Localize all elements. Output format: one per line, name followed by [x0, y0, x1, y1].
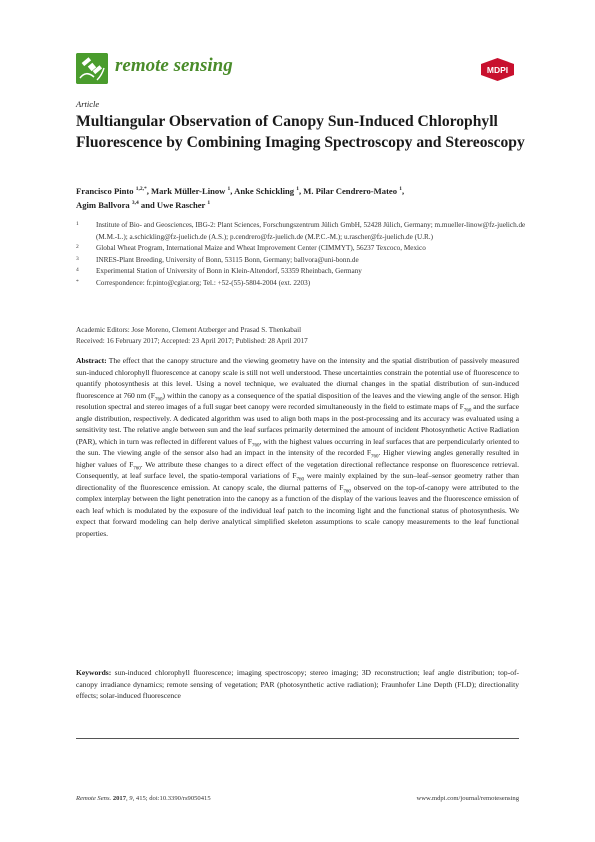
keywords — [76, 667, 519, 702]
subscript: 760 — [371, 454, 379, 460]
author-marks: 3,4 — [131, 200, 139, 207]
author-marks: 1 — [399, 186, 402, 193]
abstract — [76, 355, 519, 539]
subscript: 760 — [463, 408, 472, 414]
subscript: 760 — [133, 466, 141, 471]
affiliation-number: 2 — [76, 244, 79, 250]
author-name: M. Pilar Cendrero-Mateo — [303, 186, 398, 196]
affiliation-number: 1 — [76, 221, 79, 227]
abstract-text-6: . We attribute these changes to a direct effect of the vegetation directional reflectance response on fluorescence retrieval. Consequently, at leaf surface level, the spatio-temporal variations of F — [76, 459, 519, 480]
editor-info — [76, 325, 526, 346]
author-name: Agim Ballvora — [76, 200, 130, 210]
footer-divider — [76, 738, 519, 739]
footer-citation: Remote Sens. 2017, 9, 415; doi:10.3390/rs9050415 — [76, 795, 211, 802]
affiliation-number: * — [76, 278, 79, 285]
keywords-text: sun-induced chlorophyll fluorescence; imaging spectroscopy; stereo imaging; 3D reconstruction; leaf angle distribution; top-of-canopy irradiance dynamics; remote sensing of vegetation; PAR (photosynthetic active radiation); Fraunhofer Line Depth (FLD); directionality effects; solar-induced fluorescence — [76, 668, 520, 700]
abstract-label: Abstract: — [76, 356, 107, 365]
author-name: Francisco Pinto — [76, 186, 134, 196]
subscript: 760 — [296, 477, 304, 483]
author-marks: 1 — [296, 186, 299, 193]
footer-year: 2017 — [112, 795, 126, 802]
affiliation-item — [76, 243, 526, 255]
subscript: 760 — [155, 397, 163, 402]
affiliation-item — [76, 255, 526, 267]
abstract-text-1: The effect that the canopy structure and the viewing geometry have on the intensity and the spatial distribution of passively measured sun-induced chlorophyll fluorescence at canopy scale is still not well understood. These uncertainties constrain the potential use of fluorescence to quantify photosynthesis at this level. Using a novel technique, we evaluated the diurnal changes in the spatial distribution of sun-induced fluorescence at 760 nm (F — [76, 356, 519, 400]
affiliation-item — [76, 266, 526, 278]
affiliation-text: Experimental Station of University of Bonn in Klein-Altendorf, 53359 Rheinbach, Germany — [96, 267, 362, 275]
academic-editors: Academic Editors: Jose Moreno, Clement Atzberger and Prasad S. Thenkabail — [76, 326, 302, 334]
affiliation-item — [76, 220, 526, 243]
author-list: Francisco Pinto $^{1,2,*}$, Mark Müller-Linow $^1$, Anke Schickling $^1$, M. Pilar Cendrero-Mateo $^1$, Agim Ballvora $^{3,4}$ and Uwe Rascher $^1$ — [76, 186, 405, 210]
author-name: Anke Schickling — [234, 186, 295, 196]
footer-journal-url[interactable]: www.mdpi.com/journal/remotesensing — [416, 795, 519, 802]
correspondence-item — [76, 278, 526, 290]
author-marks: 1 — [207, 200, 211, 207]
publisher-logo-icon — [481, 58, 514, 81]
author-name: Uwe Rascher — [156, 200, 206, 210]
subscript: 760 — [251, 443, 260, 448]
affiliation-text: Global Wheat Program, International Maize and Wheat Improvement Center (CIMMYT), 56237 Texcoco, Mexico — [96, 244, 426, 252]
abstract-text-8: observed on the top-of-canopy were attributed to the complex interplay between the light penetration into the canopy as a function of the display of the various leaves and the fluorescence emission of each leaf which is modulated by the exposure of the individual leaf patch to the incoming light and the functional status of photosynthesis. We expect that forward modeling can help derive analytical simplified skeleton assumptions to scale canopy measurements to the leaf functional properties. — [76, 482, 519, 538]
subscript: 760 — [343, 489, 351, 494]
affiliation-number: 4 — [76, 267, 79, 273]
footer-citation-rest: , 415; doi:10.3390/rs9050415 — [132, 795, 211, 802]
abstract-text-7: were mainly explained by the sun–leaf–sensor geometry rather than directionality of the fluorescence emission. At canopy scale, the diurnal patterns of F — [76, 471, 519, 492]
abstract-text-5: . Higher viewing angles generally resulted in higher values of F — [76, 448, 519, 469]
footer-journal-abbrev: Remote Sens. — [76, 795, 112, 802]
affiliations — [76, 220, 526, 289]
keywords-label: Keywords: — [76, 668, 112, 677]
affiliation-text: Institute of Bio- and Geosciences, IBG-2: Plant Sciences, Forschungszentrum Jülich GmbH, 52428 Jülich, Germany; m.mueller-linow@fz-juelich.de (M.M.-L.); a.schickling@fz-juelich.de (A.S.); p.cendrero@fz-juelich.de (M.P.C.-M.); u.rascher@fz-juelich.de (U.R.) — [96, 221, 526, 241]
article-type: Article — [76, 99, 100, 109]
abstract-text-3: and the surface angle distribution, respectively. A dedicated algorithm was used to align both maps in the post-processing and its accuracy was evaluated using a sensitivity test. The relative angle between sun and the leaf surfaces primarily determined the amount of incident Photosynthetic Active Radiation (PAR), which in turn was reflected in different values of F — [76, 402, 520, 446]
author-marks: 1,2,* — [135, 186, 147, 193]
author-marks: 1 — [227, 186, 231, 193]
author-name: Mark Müller-Linow — [150, 186, 226, 196]
publisher-logo-text: MDPI — [486, 65, 509, 75]
correspondence-text: Correspondence: fr.pinto@cgiar.org; Tel.: +52-(55)-5804-2004 (ext. 2203) — [96, 278, 311, 287]
journal-logo-icon — [76, 53, 108, 84]
journal-name: remote sensing — [115, 55, 233, 76]
affiliation-number: 3 — [76, 255, 79, 262]
footer-volume: 9 — [129, 795, 133, 802]
article-title: Multiangular Observation of Canopy Sun-Induced Chlorophyll Fluorescence by Combining Imaging Spectroscopy and Stereoscopy — [76, 113, 525, 151]
publication-dates: Received: 16 February 2017; Accepted: 23 April 2017; Published: 28 April 2017 — [76, 336, 308, 345]
abstract-text-4: , with the highest values occurring in leaf surfaces that are perpendicularly oriented to the sun. The viewing angle of the sensor also had an impact in the intensity of the recorded F — [76, 436, 519, 457]
affiliation-text: INRES-Plant Breeding, University of Bonn, 53115 Bonn, Germany; ballvora@uni-bonn.de — [96, 255, 359, 264]
abstract-text-2: ) within the canopy as a consequence of the spatial disposition of the leaves and the viewing angle of the sensor. High resolution spectral and stereo images of a full sugar beet canopy were recorded simultaneously in the field to estimate maps of F — [76, 390, 519, 411]
